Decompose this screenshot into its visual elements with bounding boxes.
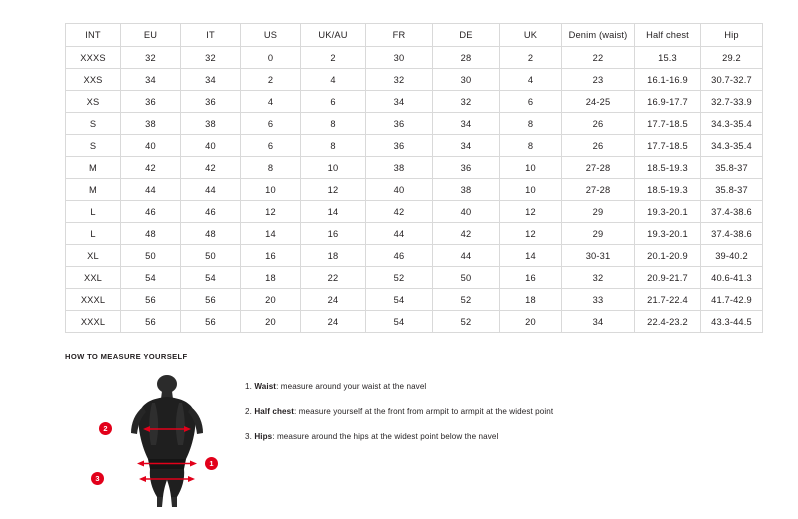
cell-denim-waist: 24-25 [562,91,635,113]
cell-us: 20 [241,311,301,333]
cell-half-chest: 22.4-23.2 [635,311,701,333]
cell-fr: 32 [366,69,433,91]
cell-int: XXS [66,69,121,91]
badge-waist: 1 [205,457,218,470]
cell-de: 34 [433,135,500,157]
column-header-int: INT [66,24,121,47]
cell-eu: 32 [121,47,181,69]
cell-uk-au: 2 [301,47,366,69]
note-waist-number: 1. [245,382,252,391]
column-header-it: IT [181,24,241,47]
cell-half-chest: 15.3 [635,47,701,69]
badge-hips: 3 [91,472,104,485]
cell-uk: 4 [500,69,562,91]
cell-fr: 52 [366,267,433,289]
cell-int: XS [66,91,121,113]
column-header-us: US [241,24,301,47]
cell-int: XL [66,245,121,267]
cell-half-chest: 19.3-20.1 [635,223,701,245]
cell-fr: 38 [366,157,433,179]
size-table [65,23,763,333]
cell-fr: 54 [366,311,433,333]
cell-hip: 39-40.2 [701,245,763,267]
cell-eu: 56 [121,311,181,333]
cell-half-chest: 17.7-18.5 [635,113,701,135]
cell-it: 50 [181,245,241,267]
column-header-fr: FR [366,24,433,47]
cell-de: 50 [433,267,500,289]
cell-denim-waist: 29 [562,201,635,223]
cell-eu: 50 [121,245,181,267]
cell-uk-au: 24 [301,289,366,311]
cell-eu: 56 [121,289,181,311]
cell-hip: 32.7-33.9 [701,91,763,113]
cell-us: 10 [241,179,301,201]
cell-us: 4 [241,91,301,113]
cell-it: 42 [181,157,241,179]
cell-int: M [66,179,121,201]
table-row [66,311,763,333]
cell-it: 54 [181,267,241,289]
note-half-chest-text: : measure yourself at the front from armpit to armpit at the widest point [294,407,554,416]
cell-us: 14 [241,223,301,245]
table-row [66,289,763,311]
cell-uk: 12 [500,223,562,245]
cell-eu: 42 [121,157,181,179]
cell-half-chest: 18.5-19.3 [635,157,701,179]
cell-half-chest: 18.5-19.3 [635,179,701,201]
cell-int: XXL [66,267,121,289]
table-row [66,223,763,245]
cell-fr: 54 [366,289,433,311]
cell-fr: 30 [366,47,433,69]
cell-uk-au: 16 [301,223,366,245]
cell-denim-waist: 26 [562,135,635,157]
note-half-chest-number: 2. [245,407,252,416]
badge-half-chest: 2 [99,422,112,435]
cell-int: XXXS [66,47,121,69]
cell-hip: 35.8-37 [701,179,763,201]
cell-uk: 12 [500,201,562,223]
table-row [66,201,763,223]
cell-uk-au: 22 [301,267,366,289]
cell-eu: 46 [121,201,181,223]
note-half-chest-term: Half chest [254,407,294,416]
mannequin-figure-icon [107,373,227,508]
cell-int: XXXL [66,311,121,333]
cell-half-chest: 20.1-20.9 [635,245,701,267]
cell-fr: 42 [366,201,433,223]
cell-uk: 6 [500,91,562,113]
cell-half-chest: 21.7-22.4 [635,289,701,311]
cell-it: 46 [181,201,241,223]
cell-uk-au: 10 [301,157,366,179]
cell-uk-au: 24 [301,311,366,333]
cell-de: 32 [433,91,500,113]
cell-fr: 46 [366,245,433,267]
cell-it: 48 [181,223,241,245]
cell-half-chest: 16.1-16.9 [635,69,701,91]
cell-denim-waist: 27-28 [562,179,635,201]
cell-us: 8 [241,157,301,179]
measurement-notes [245,381,725,456]
cell-us: 0 [241,47,301,69]
cell-denim-waist: 32 [562,267,635,289]
note-hips-text: : measure around the hips at the widest point below the navel [272,432,499,441]
cell-it: 38 [181,113,241,135]
table-row [66,91,763,113]
cell-denim-waist: 22 [562,47,635,69]
table-header-row [66,24,763,47]
table-row [66,245,763,267]
cell-it: 44 [181,179,241,201]
table-body [66,47,763,333]
mannequin-illustration [95,373,227,508]
column-header-uk: UK [500,24,562,47]
cell-uk-au: 18 [301,245,366,267]
note-waist-text: : measure around your waist at the navel [276,382,427,391]
table-header [66,24,763,47]
cell-int: XXXL [66,289,121,311]
note-hips-number: 3. [245,432,252,441]
cell-denim-waist: 33 [562,289,635,311]
cell-int: S [66,113,121,135]
table-row [66,157,763,179]
note-hips [245,431,725,443]
cell-fr: 36 [366,113,433,135]
column-header-denim-waist: Denim (waist) [562,24,635,47]
cell-hip: 35.8-37 [701,157,763,179]
cell-uk-au: 4 [301,69,366,91]
cell-uk-au: 8 [301,135,366,157]
how-to-measure-body [65,371,745,511]
column-header-uk-au: UK/AU [301,24,366,47]
cell-eu: 40 [121,135,181,157]
cell-de: 42 [433,223,500,245]
cell-uk: 20 [500,311,562,333]
table-row [66,47,763,69]
cell-hip: 41.7-42.9 [701,289,763,311]
cell-uk: 16 [500,267,562,289]
cell-hip: 34.3-35.4 [701,113,763,135]
cell-de: 44 [433,245,500,267]
cell-int: M [66,157,121,179]
cell-half-chest: 20.9-21.7 [635,267,701,289]
column-header-de: DE [433,24,500,47]
cell-int: L [66,201,121,223]
cell-us: 6 [241,135,301,157]
how-to-measure-title: HOW TO MEASURE YOURSELF [65,352,188,361]
cell-hip: 37.4-38.6 [701,201,763,223]
cell-eu: 54 [121,267,181,289]
cell-us: 2 [241,69,301,91]
cell-de: 30 [433,69,500,91]
cell-hip: 34.3-35.4 [701,135,763,157]
cell-it: 56 [181,289,241,311]
cell-us: 6 [241,113,301,135]
cell-it: 36 [181,91,241,113]
cell-half-chest: 17.7-18.5 [635,135,701,157]
cell-de: 36 [433,157,500,179]
cell-denim-waist: 34 [562,311,635,333]
cell-eu: 38 [121,113,181,135]
cell-uk-au: 12 [301,179,366,201]
cell-hip: 30.7-32.7 [701,69,763,91]
cell-it: 32 [181,47,241,69]
cell-half-chest: 16.9-17.7 [635,91,701,113]
cell-hip: 43.3-44.5 [701,311,763,333]
cell-de: 52 [433,311,500,333]
cell-eu: 44 [121,179,181,201]
cell-uk-au: 14 [301,201,366,223]
cell-fr: 36 [366,135,433,157]
cell-uk: 14 [500,245,562,267]
cell-half-chest: 19.3-20.1 [635,201,701,223]
cell-de: 28 [433,47,500,69]
cell-uk: 18 [500,289,562,311]
note-hips-term: Hips [254,432,273,441]
table-row [66,113,763,135]
cell-hip: 29.2 [701,47,763,69]
cell-denim-waist: 30-31 [562,245,635,267]
cell-uk: 8 [500,113,562,135]
cell-fr: 40 [366,179,433,201]
cell-us: 12 [241,201,301,223]
cell-uk: 2 [500,47,562,69]
cell-uk: 8 [500,135,562,157]
table-row [66,267,763,289]
cell-denim-waist: 29 [562,223,635,245]
cell-denim-waist: 26 [562,113,635,135]
column-header-eu: EU [121,24,181,47]
cell-us: 20 [241,289,301,311]
cell-it: 34 [181,69,241,91]
cell-de: 40 [433,201,500,223]
table-row [66,179,763,201]
cell-de: 38 [433,179,500,201]
cell-fr: 34 [366,91,433,113]
column-header-half-chest: Half chest [635,24,701,47]
cell-uk-au: 6 [301,91,366,113]
cell-it: 56 [181,311,241,333]
cell-hip: 37.4-38.6 [701,223,763,245]
cell-us: 16 [241,245,301,267]
cell-de: 34 [433,113,500,135]
cell-hip: 40.6-41.3 [701,267,763,289]
column-header-hip: Hip [701,24,763,47]
note-waist [245,381,725,393]
cell-uk: 10 [500,179,562,201]
table-row [66,135,763,157]
cell-de: 52 [433,289,500,311]
note-waist-term: Waist [254,382,277,391]
cell-eu: 48 [121,223,181,245]
note-half-chest [245,406,725,418]
cell-uk: 10 [500,157,562,179]
cell-int: L [66,223,121,245]
cell-denim-waist: 27-28 [562,157,635,179]
cell-int: S [66,135,121,157]
cell-uk-au: 8 [301,113,366,135]
size-chart [65,23,752,333]
cell-eu: 36 [121,91,181,113]
cell-eu: 34 [121,69,181,91]
cell-fr: 44 [366,223,433,245]
cell-it: 40 [181,135,241,157]
table-row [66,69,763,91]
how-to-measure-section [65,352,745,511]
cell-us: 18 [241,267,301,289]
cell-denim-waist: 23 [562,69,635,91]
